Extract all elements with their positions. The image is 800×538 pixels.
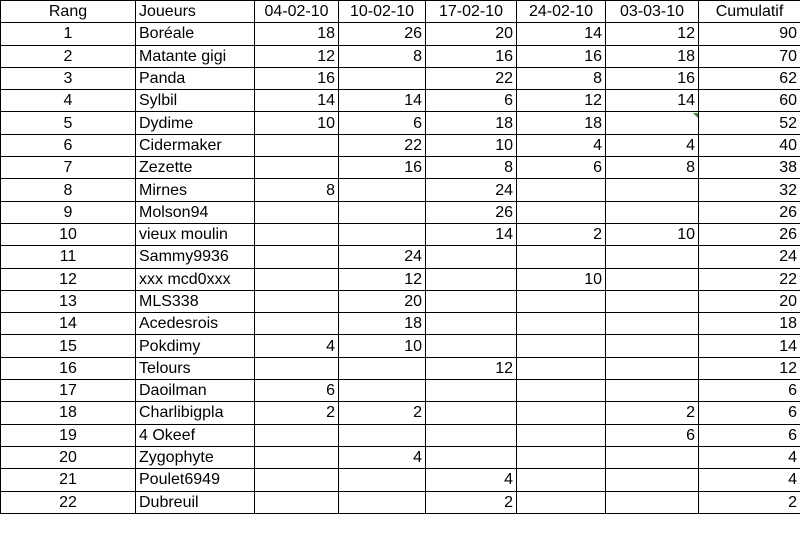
player-name-cell[interactable]: Sammy9936 xyxy=(136,246,255,268)
score-cell-date-3[interactable]: 14 xyxy=(426,223,517,245)
score-cell-date-2[interactable]: 10 xyxy=(339,335,426,357)
cumulative-cell[interactable]: 62 xyxy=(699,67,800,89)
rank-cell[interactable]: 9 xyxy=(1,201,136,223)
rank-cell[interactable]: 20 xyxy=(1,446,136,468)
score-cell-date-2[interactable] xyxy=(339,179,426,201)
score-cell-date-2[interactable]: 18 xyxy=(339,313,426,335)
score-cell-date-1[interactable] xyxy=(255,491,339,513)
rank-cell[interactable]: 12 xyxy=(1,268,136,290)
rank-cell[interactable]: 19 xyxy=(1,424,136,446)
cumulative-cell[interactable]: 32 xyxy=(699,179,800,201)
rank-cell[interactable]: 4 xyxy=(1,90,136,112)
table-row xyxy=(1,268,800,290)
score-cell-date-2[interactable]: 2 xyxy=(339,402,426,424)
score-cell-date-3[interactable]: 22 xyxy=(426,67,517,89)
score-cell-date-3[interactable] xyxy=(426,290,517,312)
table-row xyxy=(1,23,800,45)
header-cell-date-3[interactable]: 17-02-10 xyxy=(426,1,517,23)
score-cell-date-2[interactable] xyxy=(339,380,426,402)
score-cell-date-4[interactable] xyxy=(517,290,606,312)
score-cell-date-1[interactable] xyxy=(255,313,339,335)
score-cell-date-2[interactable]: 6 xyxy=(339,112,426,134)
score-cell-date-1[interactable]: 6 xyxy=(255,380,339,402)
player-name-cell[interactable]: Cidermaker xyxy=(136,134,255,156)
table-row xyxy=(1,380,800,402)
score-cell-date-1[interactable]: 14 xyxy=(255,90,339,112)
score-cell-date-2[interactable] xyxy=(339,201,426,223)
score-cell-date-2[interactable] xyxy=(339,223,426,245)
score-cell-date-3[interactable]: 2 xyxy=(426,491,517,513)
score-cell-date-3[interactable]: 12 xyxy=(426,357,517,379)
header-cell-date-5[interactable]: 03-03-10 xyxy=(606,1,699,23)
table-row xyxy=(1,112,800,134)
score-cell-date-4[interactable]: 2 xyxy=(517,223,606,245)
score-cell-date-3[interactable] xyxy=(426,446,517,468)
player-name-cell[interactable]: Charlibigpla xyxy=(136,402,255,424)
score-cell-date-3[interactable] xyxy=(426,402,517,424)
table-row xyxy=(1,469,800,491)
score-cell-date-4[interactable] xyxy=(517,424,606,446)
player-name-cell[interactable]: Sylbil xyxy=(136,90,255,112)
score-cell-date-5[interactable]: 16 xyxy=(606,67,699,89)
cumulative-cell[interactable]: 40 xyxy=(699,134,800,156)
score-cell-date-4[interactable]: 10 xyxy=(517,268,606,290)
score-cell-date-3[interactable] xyxy=(426,313,517,335)
score-cell-date-1[interactable] xyxy=(255,201,339,223)
score-cell-date-3[interactable]: 8 xyxy=(426,157,517,179)
header-cell-date-4[interactable]: 24-02-10 xyxy=(517,1,606,23)
score-cell-date-2[interactable]: 14 xyxy=(339,90,426,112)
score-cell-date-3[interactable]: 26 xyxy=(426,201,517,223)
cumulative-cell[interactable]: 20 xyxy=(699,290,800,312)
score-cell-date-4[interactable] xyxy=(517,179,606,201)
table-row xyxy=(1,313,800,335)
score-cell-date-4[interactable] xyxy=(517,380,606,402)
score-cell-date-2[interactable] xyxy=(339,491,426,513)
cumulative-cell[interactable]: 70 xyxy=(699,45,800,67)
score-cell-date-1[interactable] xyxy=(255,134,339,156)
score-cell-date-3[interactable]: 18 xyxy=(426,112,517,134)
rank-cell[interactable]: 8 xyxy=(1,179,136,201)
score-cell-date-3[interactable] xyxy=(426,424,517,446)
table-row xyxy=(1,357,800,379)
table-row xyxy=(1,491,800,513)
score-cell-date-1[interactable]: 12 xyxy=(255,45,339,67)
player-name-cell[interactable]: Zygophyte xyxy=(136,446,255,468)
table-row xyxy=(1,290,800,312)
rank-cell[interactable]: 18 xyxy=(1,402,136,424)
cumulative-cell[interactable]: 26 xyxy=(699,223,800,245)
score-cell-date-3[interactable] xyxy=(426,335,517,357)
score-cell-date-1[interactable] xyxy=(255,157,339,179)
rank-cell[interactable]: 17 xyxy=(1,380,136,402)
rank-cell[interactable]: 1 xyxy=(1,23,136,45)
table-row xyxy=(1,424,800,446)
score-cell-date-5[interactable] xyxy=(606,246,699,268)
score-cell-date-1[interactable] xyxy=(255,446,339,468)
score-cell-date-5[interactable]: 14 xyxy=(606,90,699,112)
score-cell-date-4[interactable] xyxy=(517,201,606,223)
score-cell-date-4[interactable]: 16 xyxy=(517,45,606,67)
rank-cell[interactable]: 5 xyxy=(1,112,136,134)
score-cell-date-1[interactable]: 4 xyxy=(255,335,339,357)
cumulative-cell[interactable]: 2 xyxy=(699,491,800,513)
score-cell-date-1[interactable]: 16 xyxy=(255,67,339,89)
rank-cell[interactable]: 10 xyxy=(1,223,136,245)
score-cell-date-1[interactable] xyxy=(255,246,339,268)
score-cell-date-1[interactable]: 18 xyxy=(255,23,339,45)
rank-cell[interactable]: 13 xyxy=(1,290,136,312)
score-cell-date-5[interactable] xyxy=(606,335,699,357)
rank-cell[interactable]: 2 xyxy=(1,45,136,67)
rank-cell[interactable]: 16 xyxy=(1,357,136,379)
score-cell-date-2[interactable]: 16 xyxy=(339,157,426,179)
score-cell-date-4[interactable] xyxy=(517,313,606,335)
score-cell-date-1[interactable] xyxy=(255,424,339,446)
score-cell-date-1[interactable]: 10 xyxy=(255,112,339,134)
score-cell-date-5[interactable] xyxy=(606,313,699,335)
score-cell-date-5[interactable] xyxy=(606,491,699,513)
score-cell-date-4[interactable]: 8 xyxy=(517,67,606,89)
score-cell-date-2[interactable]: 12 xyxy=(339,268,426,290)
score-cell-date-4[interactable]: 6 xyxy=(517,157,606,179)
score-cell-date-4[interactable]: 14 xyxy=(517,23,606,45)
table-row xyxy=(1,402,800,424)
cumulative-cell[interactable]: 60 xyxy=(699,90,800,112)
cumulative-cell[interactable]: 6 xyxy=(699,424,800,446)
player-name-cell[interactable]: vieux moulin xyxy=(136,223,255,245)
cumulative-cell[interactable]: 4 xyxy=(699,469,800,491)
header-cell-date-1[interactable]: 04-02-10 xyxy=(255,1,339,23)
score-cell-date-3[interactable] xyxy=(426,380,517,402)
table-row xyxy=(1,90,800,112)
table-row xyxy=(1,157,800,179)
score-cell-date-2[interactable] xyxy=(339,67,426,89)
table-row xyxy=(1,67,800,89)
score-cell-date-5[interactable]: 18 xyxy=(606,45,699,67)
score-cell-date-5[interactable] xyxy=(606,290,699,312)
cumulative-cell[interactable]: 18 xyxy=(699,313,800,335)
score-cell-date-2[interactable] xyxy=(339,424,426,446)
score-cell-date-5[interactable] xyxy=(606,268,699,290)
header-cell-joueurs[interactable]: Joueurs xyxy=(136,1,255,23)
score-cell-date-5[interactable] xyxy=(606,380,699,402)
comment-indicator-icon xyxy=(693,113,698,118)
score-cell-date-2[interactable]: 24 xyxy=(339,246,426,268)
score-cell-date-4[interactable]: 4 xyxy=(517,134,606,156)
player-name-cell[interactable]: Dubreuil xyxy=(136,491,255,513)
header-cell-rang[interactable]: Rang xyxy=(1,1,136,23)
score-cell-date-2[interactable]: 26 xyxy=(339,23,426,45)
player-name-cell[interactable]: Telours xyxy=(136,357,255,379)
score-cell-date-4[interactable] xyxy=(517,402,606,424)
player-name-cell[interactable]: 4 Okeef xyxy=(136,424,255,446)
score-cell-date-5[interactable] xyxy=(606,446,699,468)
score-cell-date-4[interactable] xyxy=(517,469,606,491)
score-cell-date-3[interactable] xyxy=(426,246,517,268)
score-cell-date-2[interactable]: 4 xyxy=(339,446,426,468)
rank-cell[interactable]: 3 xyxy=(1,67,136,89)
player-name-cell[interactable]: Poulet6949 xyxy=(136,469,255,491)
score-cell-date-5[interactable]: 12 xyxy=(606,23,699,45)
score-cell-date-1[interactable] xyxy=(255,290,339,312)
player-name-cell[interactable]: Dydime xyxy=(136,112,255,134)
score-cell-date-4[interactable] xyxy=(517,335,606,357)
score-cell-date-2[interactable] xyxy=(339,469,426,491)
score-cell-date-5[interactable] xyxy=(606,112,699,134)
score-cell-date-4[interactable] xyxy=(517,491,606,513)
score-cell-date-4[interactable] xyxy=(517,446,606,468)
rank-cell[interactable]: 21 xyxy=(1,469,136,491)
score-cell-date-5[interactable]: 6 xyxy=(606,424,699,446)
rank-cell[interactable]: 14 xyxy=(1,313,136,335)
table-row xyxy=(1,335,800,357)
cumulative-cell[interactable]: 12 xyxy=(699,357,800,379)
table-row xyxy=(1,134,800,156)
cumulative-cell[interactable]: 26 xyxy=(699,201,800,223)
player-name-cell[interactable]: Mirnes xyxy=(136,179,255,201)
score-cell-date-3[interactable]: 4 xyxy=(426,469,517,491)
player-name-cell[interactable]: MLS338 xyxy=(136,290,255,312)
score-cell-date-4[interactable]: 18 xyxy=(517,112,606,134)
score-cell-date-5[interactable]: 8 xyxy=(606,157,699,179)
table-row xyxy=(1,246,800,268)
player-name-cell[interactable]: Panda xyxy=(136,67,255,89)
score-cell-date-5[interactable] xyxy=(606,179,699,201)
score-cell-date-5[interactable] xyxy=(606,357,699,379)
score-cell-date-5[interactable]: 10 xyxy=(606,223,699,245)
cumulative-cell[interactable]: 52 xyxy=(699,112,800,134)
score-cell-date-1[interactable]: 2 xyxy=(255,402,339,424)
player-name-cell[interactable]: Molson94 xyxy=(136,201,255,223)
rank-cell[interactable]: 15 xyxy=(1,335,136,357)
score-cell-date-4[interactable] xyxy=(517,246,606,268)
score-cell-date-2[interactable]: 20 xyxy=(339,290,426,312)
score-cell-date-2[interactable]: 22 xyxy=(339,134,426,156)
score-cell-date-1[interactable] xyxy=(255,268,339,290)
score-cell-date-3[interactable] xyxy=(426,268,517,290)
score-cell-date-3[interactable]: 16 xyxy=(426,45,517,67)
score-cell-date-3[interactable]: 6 xyxy=(426,90,517,112)
cumulative-cell[interactable]: 14 xyxy=(699,335,800,357)
score-cell-date-2[interactable]: 8 xyxy=(339,45,426,67)
score-cell-date-1[interactable] xyxy=(255,469,339,491)
score-cell-date-3[interactable]: 10 xyxy=(426,134,517,156)
score-cell-date-5[interactable]: 4 xyxy=(606,134,699,156)
cumulative-cell[interactable]: 4 xyxy=(699,446,800,468)
score-cell-date-4[interactable] xyxy=(517,357,606,379)
score-cell-date-1[interactable] xyxy=(255,357,339,379)
table-row xyxy=(1,179,800,201)
score-cell-date-1[interactable]: 8 xyxy=(255,179,339,201)
table-row xyxy=(1,446,800,468)
player-name-cell[interactable]: Pokdimy xyxy=(136,335,255,357)
score-cell-date-1[interactable] xyxy=(255,223,339,245)
cumulative-cell[interactable]: 38 xyxy=(699,157,800,179)
score-cell-date-2[interactable] xyxy=(339,357,426,379)
table-row xyxy=(1,45,800,67)
cumulative-cell[interactable]: 6 xyxy=(699,402,800,424)
cumulative-cell[interactable]: 90 xyxy=(699,23,800,45)
score-cell-date-5[interactable]: 2 xyxy=(606,402,699,424)
player-name-cell[interactable]: xxx mcd0xxx xyxy=(136,268,255,290)
table-row xyxy=(1,201,800,223)
player-name-cell[interactable]: Matante gigi xyxy=(136,45,255,67)
player-name-cell[interactable]: Boréale xyxy=(136,23,255,45)
cumulative-cell[interactable]: 24 xyxy=(699,246,800,268)
score-cell-date-4[interactable]: 12 xyxy=(517,90,606,112)
player-name-cell[interactable]: Acedesrois xyxy=(136,313,255,335)
score-cell-date-3[interactable]: 20 xyxy=(426,23,517,45)
table-row xyxy=(1,223,800,245)
rank-cell[interactable]: 6 xyxy=(1,134,136,156)
cumulative-cell[interactable]: 22 xyxy=(699,268,800,290)
score-cell-date-5[interactable] xyxy=(606,201,699,223)
header-cell-cumulatif[interactable]: Cumulatif xyxy=(699,1,800,23)
rank-cell[interactable]: 22 xyxy=(1,491,136,513)
rank-cell[interactable]: 7 xyxy=(1,157,136,179)
header-cell-date-2[interactable]: 10-02-10 xyxy=(339,1,426,23)
cumulative-cell[interactable]: 6 xyxy=(699,380,800,402)
player-name-cell[interactable]: Zezette xyxy=(136,157,255,179)
score-cell-date-3[interactable]: 24 xyxy=(426,179,517,201)
rank-cell[interactable]: 11 xyxy=(1,246,136,268)
header-row xyxy=(1,1,800,23)
score-cell-date-5[interactable] xyxy=(606,469,699,491)
player-name-cell[interactable]: Daoilman xyxy=(136,380,255,402)
